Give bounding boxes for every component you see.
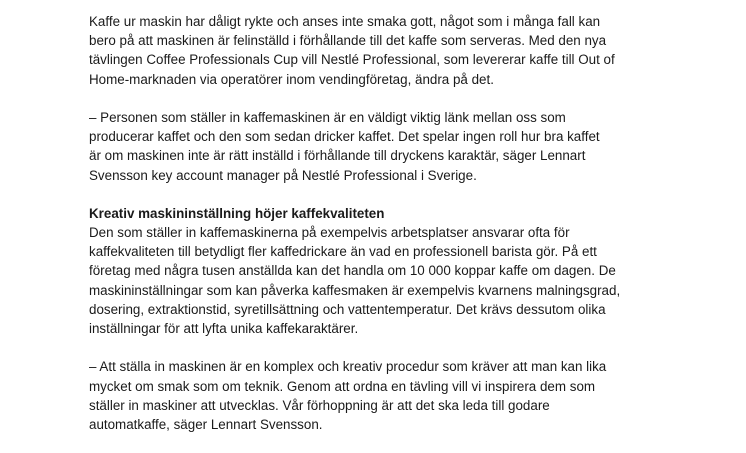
text-line: – Personen som ställer in kaffemaskinen är en väldigt viktig länk mellan oss som [89, 109, 566, 125]
paragraph-quote-1 [89, 108, 689, 185]
text-line: dosering, extraktionstid, syretillsättning och vattentemperatur. Det krävs dessutom olika [89, 301, 606, 317]
document-body [89, 12, 689, 453]
text-line: kaffekvaliteten till betydligt fler kaffedrickare än vad en professionell barista gör. På ett [89, 244, 597, 260]
text-line: Den som ställer in kaffemaskinerna på exempelvis arbetsplatser ansvarar ofta för [89, 225, 570, 241]
section-machine-settings [89, 204, 689, 338]
text-line: tävlingen Coffee Professionals Cup vill Nestlé Professional, som levererar kaffe till Out of [89, 52, 615, 68]
text-line: Svensson key account manager på Nestlé Professional i Sverige. [89, 167, 477, 183]
text-line: Home-marknaden via operatörer inom vendingföretag, ändra på det. [89, 71, 494, 87]
text-line: automatkaffe, säger Lennart Svensson. [89, 416, 323, 432]
text-line: Kaffe ur maskin har dåligt rykte och anses inte smaka gott, något som i många fall kan [89, 14, 601, 29]
section-heading: Kreativ maskininställning höjer kaffekvaliteten [89, 205, 385, 221]
text-line: mycket om smak som om teknik. Genom att ordna en tävling vill vi inspirera dem som [89, 378, 596, 394]
text-line: inställningar för att lyfta unika kaffekaraktärer. [89, 321, 359, 336]
text-line: producerar kaffet och den som sedan dricker kaffet. Det spelar ingen roll hur bra kaffet [89, 129, 600, 145]
text-line: är om maskinen inte är rätt inställd i förhållande till dryckens karaktär, säger Lennart [89, 148, 586, 164]
text-line: maskininställningar som kan påverka kaffesmaken är exempelvis kvarnens malningsgrad, [89, 282, 621, 298]
text-line: – Att ställa in maskinen är en komplex och kreativ procedur som kräver att man kan lika [89, 359, 607, 375]
paragraph-intro [89, 12, 689, 89]
text-line: ställer in maskiner att utvecklas. Vår förhoppning är att det ska leda till godare [89, 397, 550, 413]
paragraph-quote-2 [89, 357, 689, 434]
text-line: bero på att maskinen är felinställd i förhållande till det kaffe som serveras. Med den nya [89, 33, 607, 49]
text-line: företag med några tusen anställda kan det handla om 10 000 koppar kaffe om dagen. De [89, 263, 616, 279]
